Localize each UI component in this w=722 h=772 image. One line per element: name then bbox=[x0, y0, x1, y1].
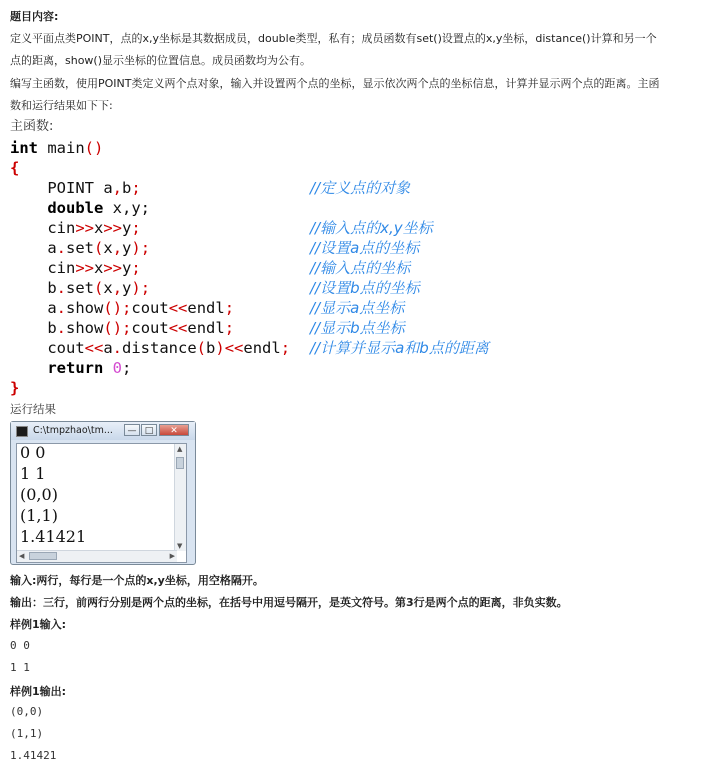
code-comment: //定义点的对象 bbox=[310, 179, 411, 197]
code-line: b.set(x,y); bbox=[10, 279, 151, 297]
code-text: ; bbox=[122, 359, 132, 377]
vertical-scrollbar[interactable] bbox=[174, 444, 186, 551]
code-paren: () bbox=[84, 139, 104, 157]
console-output-line: 1.41421 bbox=[20, 527, 87, 546]
console-output-line: 0 0 bbox=[20, 443, 46, 462]
code-comment: //显示a点坐标 bbox=[310, 299, 405, 317]
sample-input-label: 样例1输入: bbox=[10, 618, 67, 631]
code-comment: //显示b点坐标 bbox=[310, 319, 405, 337]
code-keyword: double bbox=[10, 199, 104, 217]
main-function-label: 主函数: bbox=[10, 119, 54, 134]
maximize-button[interactable]: □ bbox=[141, 424, 157, 436]
console-title: C:\tmpzhao\tm... bbox=[33, 425, 113, 436]
close-button[interactable]: ✕ bbox=[159, 424, 189, 436]
sample-input-line: 1 1 bbox=[10, 661, 30, 674]
output-description: 输出：三行，前两行分别是两个点的坐标，在括号中用逗号隔开，是英文符号。第3行是两个点的距离，非负实数。 bbox=[10, 596, 568, 609]
code-keyword: return bbox=[10, 359, 104, 377]
code-line: cout<<a.distance(b)<<endl; bbox=[10, 339, 291, 357]
sample-output-line: (1,1) bbox=[10, 727, 44, 740]
code-brace-open: { bbox=[10, 159, 20, 177]
code-line: POINT a,b; bbox=[10, 179, 141, 197]
horizontal-scrollbar[interactable] bbox=[17, 550, 177, 562]
console-output-line: (1,1) bbox=[20, 506, 58, 525]
code-text: main bbox=[38, 139, 85, 157]
code-line: cin>>x>>y; bbox=[10, 219, 141, 237]
scroll-up-arrow-icon[interactable]: ▲ bbox=[177, 445, 183, 453]
vertical-scroll-thumb[interactable] bbox=[176, 457, 184, 469]
code-comment: //计算并显示a和b点的距离 bbox=[310, 339, 489, 357]
input-description: 输入:两行，每行是一个点的x,y坐标，用空格隔开。 bbox=[10, 574, 264, 587]
code-block bbox=[10, 138, 610, 396]
code-keyword: int bbox=[10, 139, 38, 157]
scroll-left-arrow-icon[interactable]: ◀ bbox=[19, 552, 25, 560]
code-comment: //输入点的坐标 bbox=[310, 259, 411, 277]
problem-description-line: 定义平面点类POINT，点的x,y坐标是其数据成员，double类型，私有；成员函数有set()设置点的x,y坐标，distance()计算和另一个 bbox=[10, 32, 657, 45]
problem-description-line: 数和运行结果如下下: bbox=[10, 99, 113, 112]
code-line bbox=[10, 138, 103, 158]
code-line bbox=[10, 358, 131, 378]
console-app-icon bbox=[16, 426, 28, 437]
sample-output-line: 1.41421 bbox=[10, 749, 57, 762]
console-window bbox=[10, 421, 196, 565]
scroll-right-arrow-icon[interactable]: ▶ bbox=[169, 552, 175, 560]
problem-title-label: 题目内容: bbox=[10, 10, 59, 23]
sample-output-line: (0,0) bbox=[10, 705, 44, 718]
problem-description-line: 点的距离，show()显示坐标的位置信息。成员函数均为公有。 bbox=[10, 54, 312, 67]
sample-output-label: 样例1输出: bbox=[10, 685, 67, 698]
console-output-line: 1 1 bbox=[20, 464, 46, 483]
problem-description-line: 编写主函数，使用POINT类定义两个点对象，输入并设置两个点的坐标，显示依次两个点的坐标信息，计算并显示两个点的距离。主函 bbox=[10, 77, 660, 90]
minimize-button[interactable]: — bbox=[124, 424, 140, 436]
code-comment: //设置a点的坐标 bbox=[310, 239, 420, 257]
code-line: b.show();cout<<endl; bbox=[10, 319, 235, 337]
code-line bbox=[10, 198, 150, 218]
code-line: a.set(x,y); bbox=[10, 239, 151, 257]
console-output-line: (0,0) bbox=[20, 485, 58, 504]
code-text: x,y; bbox=[103, 199, 150, 217]
code-number: 0 bbox=[103, 359, 122, 377]
code-line: a.show();cout<<endl; bbox=[10, 299, 235, 317]
code-comment: //输入点的x,y坐标 bbox=[310, 219, 433, 237]
sample-input-line: 0 0 bbox=[10, 639, 30, 652]
scroll-down-arrow-icon[interactable]: ▼ bbox=[177, 542, 183, 550]
console-output-area bbox=[16, 443, 187, 563]
run-result-label: 运行结果 bbox=[10, 402, 56, 416]
code-brace-close: } bbox=[10, 379, 20, 397]
code-comment: //设置b点的坐标 bbox=[310, 279, 420, 297]
code-line: cin>>x>>y; bbox=[10, 259, 141, 277]
horizontal-scroll-thumb[interactable] bbox=[29, 552, 57, 560]
console-titlebar bbox=[11, 422, 195, 440]
